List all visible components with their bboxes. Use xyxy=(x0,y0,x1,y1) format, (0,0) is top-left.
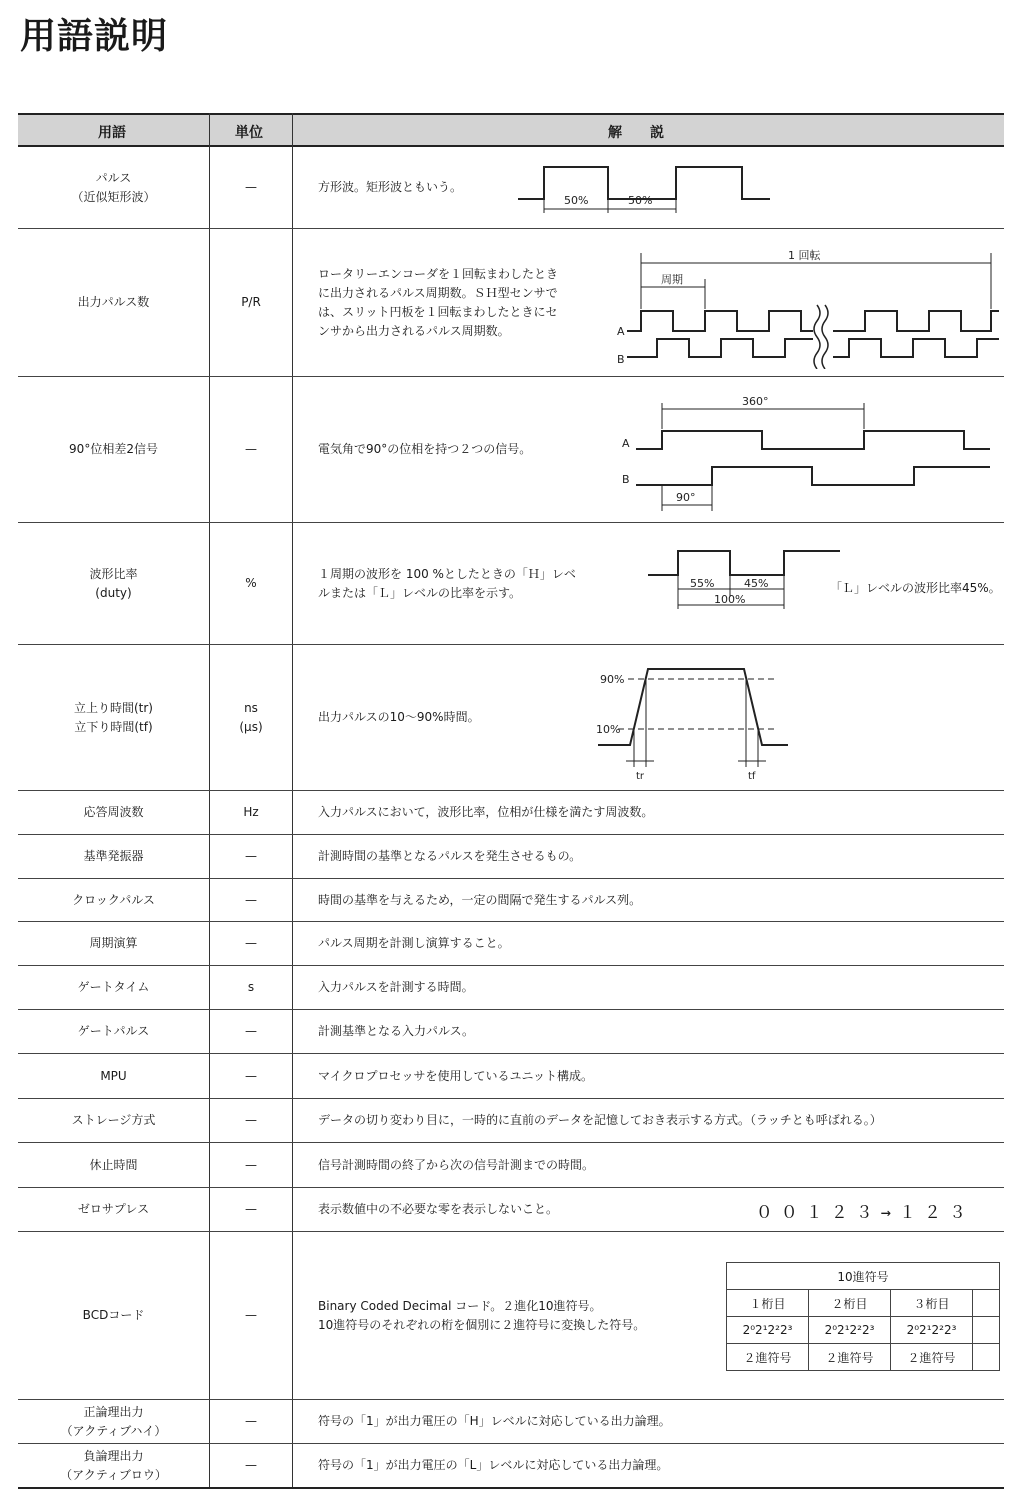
table-row xyxy=(18,1444,1004,1489)
table-row xyxy=(18,147,1004,229)
bcd-blank xyxy=(973,1290,1000,1317)
header-term: 用語 xyxy=(98,125,126,141)
svg-text:周期: 周期 xyxy=(661,273,683,286)
desc-cell: 電気角で90°の位相を持つ２つの信号。 xyxy=(318,442,532,456)
term-cell: 基準発振器 xyxy=(83,849,144,863)
zero-suppress-example: ００１２３→１２３ xyxy=(755,1203,974,1223)
table-row xyxy=(18,229,1004,377)
svg-text:55%: 55% xyxy=(690,577,715,590)
svg-text:90°: 90° xyxy=(676,491,696,504)
bcd-blank xyxy=(973,1317,1000,1344)
table-row xyxy=(18,922,1004,966)
term-cell: ゲートパルス xyxy=(77,1024,150,1038)
unit-cell: — xyxy=(245,1202,257,1216)
svg-text:50%: 50% xyxy=(564,194,589,207)
header-unit: 単位 xyxy=(235,125,263,141)
table-row xyxy=(18,523,1004,645)
unit-cell: — xyxy=(245,1157,257,1172)
phase-diagram xyxy=(616,385,996,517)
desc-cell: 時間の基準を与えるため，一定の間隔で発生するパルス列。 xyxy=(318,892,642,907)
table-row xyxy=(18,835,1004,879)
table-header xyxy=(18,113,1004,147)
unit-cell: — xyxy=(245,1113,257,1127)
duty-diagram xyxy=(646,543,846,613)
term-cell: パルス （近似矩形波） xyxy=(71,170,156,204)
unit-cell: s xyxy=(247,980,255,994)
desc-cell: 信号計測時間の終了から次の信号計測までの時間。 xyxy=(318,1157,595,1172)
unit-cell: ns (μs) xyxy=(239,700,263,734)
term-cell: ゲートタイム xyxy=(77,980,150,994)
svg-text:100%: 100% xyxy=(714,593,746,606)
table-row xyxy=(18,1099,1004,1143)
term-cell: ストレージ方式 xyxy=(71,1113,156,1127)
desc-cell: データの切り変わり目に，一時的に直前のデータを記憶しておき表示する方式。（ラッチとも呼ばれる。） xyxy=(318,1113,882,1127)
table-row xyxy=(18,966,1004,1010)
rise-fall-diagram xyxy=(596,655,796,785)
svg-text:tr: tr xyxy=(636,771,645,782)
svg-text:360°: 360° xyxy=(742,395,769,408)
svg-text:tf: tf xyxy=(748,771,756,782)
desc-cell: 入力パルスにおいて，波形比率，位相が仕様を満たす周波数。 xyxy=(318,805,654,819)
table-row xyxy=(18,1143,1004,1188)
bcd-weight: 2⁰2¹2²2³ xyxy=(809,1317,891,1344)
bcd-header: 10進符号 xyxy=(727,1263,1000,1290)
table-row xyxy=(18,879,1004,922)
svg-text:45%: 45% xyxy=(744,577,769,590)
bcd-blank xyxy=(973,1344,1000,1371)
desc-cell: １周期の波形を 100 %としたときの「Ｈ」レベ ルまたは「Ｌ」レベルの比率を示す。 xyxy=(318,566,576,600)
term-cell: 周期演算 xyxy=(89,936,138,950)
svg-text:A: A xyxy=(622,437,630,450)
table-row xyxy=(18,791,1004,835)
unit-cell: Hz xyxy=(243,805,259,819)
unit-cell: — xyxy=(245,1308,257,1322)
desc-cell: 出力パルスの10〜90%時間。 xyxy=(318,710,480,724)
term-cell: 休止時間 xyxy=(89,1157,138,1172)
bcd-weight: 2⁰2¹2²2³ xyxy=(891,1317,973,1344)
desc-cell: 方形波。矩形波ともいう。 xyxy=(318,180,463,194)
desc-cell: ロータリーエンコーダを１回転まわしたとき に出力されるパルス周期数。ＳＨ型センサで は、スリット円板を１回転まわしたときにセ ンサから出力されるパルス周期数。 xyxy=(318,266,559,338)
term-cell: クロックパルス xyxy=(72,892,155,907)
unit-cell: — xyxy=(245,849,257,863)
table-row xyxy=(18,1400,1004,1444)
desc-cell: パルス周期を計測し演算すること。 xyxy=(318,936,510,950)
term-cell: 出力パルス数 xyxy=(77,295,150,309)
desc-cell: Binary Coded Decimal コード。２進化10進符号。 10進符号のそれぞれの桁を個別に２進符号に変換した符号。 xyxy=(318,1298,646,1332)
bcd-kind: ２進符号 xyxy=(891,1344,973,1371)
svg-text:B: B xyxy=(617,353,625,366)
desc-cell: 計測時間の基準となるパルスを発生させるもの。 xyxy=(318,849,582,863)
table-row xyxy=(18,1010,1004,1054)
unit-cell: — xyxy=(245,442,257,456)
header-desc: 解 説 xyxy=(608,125,664,141)
svg-text:B: B xyxy=(622,473,630,486)
desc-cell: 計測基準となる入力パルス。 xyxy=(318,1024,475,1038)
unit-cell: P/R xyxy=(241,295,261,309)
desc-cell: 符号の「1」が出力電圧の「L」レベルに対応している出力論理。 xyxy=(318,1458,669,1472)
bcd-weight: 2⁰2¹2²2³ xyxy=(727,1317,809,1344)
term-cell: MPU xyxy=(100,1068,127,1083)
table-row xyxy=(18,1188,1004,1232)
term-cell: 90°位相差2信号 xyxy=(69,442,158,456)
unit-cell: — xyxy=(245,1068,257,1083)
svg-text:1 回転: 1 回転 xyxy=(788,249,821,262)
bcd-digit: １桁目 xyxy=(727,1290,809,1317)
term-cell: 負論理出力 （アクティブロウ） xyxy=(60,1448,167,1482)
unit-cell: — xyxy=(245,180,257,194)
svg-text:A: A xyxy=(617,325,625,338)
term-cell: 立上り時間(tr) 立下り時間(tf) xyxy=(73,700,153,734)
page-title: 用語説明 xyxy=(20,16,169,57)
desc-cell: 表示数値中の不必要な零を表示しないこと。 xyxy=(318,1202,559,1216)
unit-cell: — xyxy=(245,1024,257,1038)
duty-note: 「Ｌ」レベルの波形比率45%。 xyxy=(830,581,1001,595)
term-cell: ゼロサプレス xyxy=(77,1202,150,1216)
svg-text:10%: 10% xyxy=(596,723,621,736)
desc-cell: 符号の「1」が出力電圧の「H」レベルに対応している出力論理。 xyxy=(318,1414,671,1428)
unit-cell: % xyxy=(245,576,257,590)
svg-text:90%: 90% xyxy=(600,673,625,686)
pulse-diagram xyxy=(516,159,776,215)
bcd-digit: ３桁目 xyxy=(891,1290,973,1317)
bcd-kind: ２進符号 xyxy=(809,1344,891,1371)
table-row xyxy=(18,645,1004,791)
unit-cell: — xyxy=(245,1458,257,1472)
bcd-table xyxy=(726,1262,1000,1371)
term-cell: 応答周波数 xyxy=(83,805,144,819)
table-row xyxy=(18,1232,1004,1400)
unit-cell: — xyxy=(245,1414,257,1428)
bcd-kind: ２進符号 xyxy=(727,1344,809,1371)
bcd-digit: ２桁目 xyxy=(809,1290,891,1317)
rotation-diagram xyxy=(613,237,1003,369)
unit-cell: — xyxy=(245,892,257,907)
table-row xyxy=(18,1054,1004,1099)
unit-cell: — xyxy=(245,936,257,950)
term-cell: 波形比率 (duty) xyxy=(89,566,138,600)
desc-cell: マイクロプロセッサを使用しているユニット構成。 xyxy=(318,1068,594,1083)
desc-cell: 入力パルスを計測する時間。 xyxy=(318,980,474,994)
term-cell: BCDコード xyxy=(82,1308,145,1322)
svg-text:50%: 50% xyxy=(628,194,653,207)
term-cell: 正論理出力 （アクティブハイ） xyxy=(60,1404,167,1438)
table-row xyxy=(18,377,1004,523)
